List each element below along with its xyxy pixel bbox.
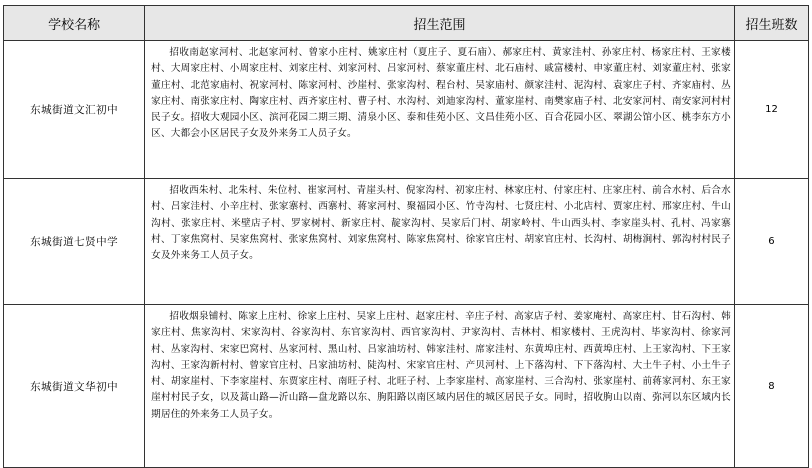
enrollment-table <box>3 5 809 468</box>
table-header-row <box>4 6 809 41</box>
header-school-name: 学校名称 <box>4 6 145 41</box>
table-row <box>4 305 809 468</box>
school-name-cell: 东城街道文汇初中 <box>4 41 145 179</box>
class-count-cell: 8 <box>734 305 808 468</box>
school-name-cell: 东城街道七贤中学 <box>4 179 145 305</box>
header-enrollment-scope: 招生范围 <box>145 6 735 41</box>
enrollment-scope-cell: 招收南赵家河村、北赵家河村、曾家小庄村、姚家庄村（夏庄子、夏石庙）、郝家庄村、黄家洼村、孙家庄村、杨家庄村、王家楼村、大周家庄村、小周家庄村、刘家庄村、刘家河村、吕家河村、蔡家董庄村、北石庙村、戚富楼村、申家董庄村、刘家董庄村、张家董庄村、北范家庙村、祝家河村、陈家河村、沙崖村、张家沟村、程台村、吴家庙村、颜家洼村、泥沟村、袁家庄子村、齐家庙村、丛家庄村、南张家庄村、陶家庄村、西齐家庄村、曹子村、水沟村、刘迪家沟村、董家崖村、南樊家庙子村、北安家河村、南安家河村村民子女。招收大观园小区、滨河花园二期三期、清泉小区、泰和佳苑小区、文昌佳苑小区、百合花园小区、翠湖公馆小区、桃李东方小区、大都会小区居民子女及外来务工人员子女。 <box>145 41 735 179</box>
table-row <box>4 179 809 305</box>
enrollment-scope-cell: 招收烟泉铺村、陈家上庄村、徐家上庄村、吴家上庄村、赵家庄村、辛庄子村、高家店子村、姜家庵村、高家庄村、甘石沟村、韩家庄村、焦家沟村、宋家沟村、谷家沟村、东官家沟村、西官家沟村、尹家沟村、吉林村、相家楼村、王虎沟村、毕家沟村、徐家河村、丛家沟村、宋家巴窝村、丛家河村、黑山村、吕家油坊村、韩家洼村、席家洼村、东黄埠庄村、西黄埠庄村、上王家沟村、下王家沟村、王家沟新村村、曾家官庄村、吕家油坊村、陡沟村、宋家官庄村、产贝河村、上下落沟村、下下落沟村、大土牛子村、小土牛子村、胡家崖村、下李家崖村、东贾家庄村、南旺子村、北旺子村、上李家崖村、高家崖村、三合沟村、张家崖村、前蒋家河村、东王家崖村村民子女，以及蒿山路—沂山路—盘龙路以东、朐阳路以南区域内居住的城区居民子女。同时，招收朐山以南、弥河以东区域内长期居住的外来务工人员子女。 <box>145 305 735 468</box>
enrollment-scope-cell: 招收西朱村、北朱村、朱位村、崔家河村、青崖头村、倪家沟村、初家庄村、林家庄村、付家庄村、庄家庄村、前合水村、后合水村、吕家洼村、小辛庄村、张家寨村、西寨村、蒋家河村、聚福园小区、竹寺沟村、七贤庄村、小北店村、贾家庄村、邢家庄村、牛山沟村、张家庄村、米壁店子村、罗家树村、新家庄村、靛家沟村、吴家后门村、胡家岭村、牛山西头村、李家崖头村、孔村、冯家寨村、丁家焦窝村、吴家焦窝村、张家焦窝村、刘家焦窝村、陈家焦窝村、徐家官庄村、胡家官庄村、长沟村、胡梅涧村、郭沟村村民子女及外来务工人员子女。 <box>145 179 735 305</box>
class-count-cell: 12 <box>734 41 808 179</box>
table-row <box>4 41 809 179</box>
header-class-count: 招生班数 <box>734 6 808 41</box>
school-name-cell: 东城街道文华初中 <box>4 305 145 468</box>
class-count-cell: 6 <box>734 179 808 305</box>
